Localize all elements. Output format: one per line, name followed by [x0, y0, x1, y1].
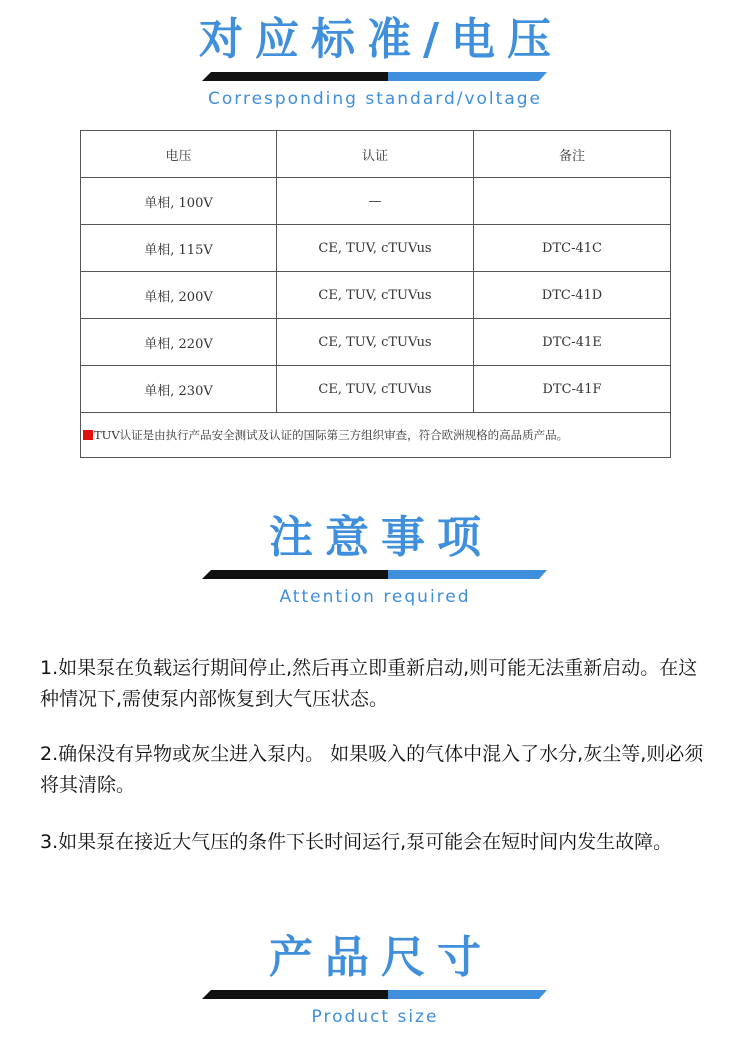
title-underline	[202, 72, 548, 81]
table-cell: —	[277, 178, 474, 225]
table-header-cell: 认证	[277, 131, 474, 178]
table-cell: 单相, 230V	[81, 366, 277, 413]
table-row	[81, 178, 671, 225]
table-row	[81, 225, 671, 272]
section-header-product-size	[0, 932, 750, 1027]
table-cell: DTC-41E	[474, 319, 671, 366]
voltage-standard-table	[80, 130, 671, 458]
section-title: 对应标准/电压	[198, 14, 564, 65]
section-subtitle: Corresponding standard/voltage	[208, 89, 542, 109]
table-row	[81, 272, 671, 319]
table-note-text: TUV认证是由执行产品安全测试及认证的国际第三方组织审查，符合欧洲规格的高品质产品。	[94, 428, 569, 442]
table-note-row	[81, 413, 671, 458]
red-square-marker-icon	[83, 430, 93, 440]
table-cell: DTC-41C	[474, 225, 671, 272]
table-cell: CE, TUV, cTUVus	[277, 319, 474, 366]
attention-notes	[40, 653, 712, 715]
table-cell: DTC-41F	[474, 366, 671, 413]
section-header-standard	[0, 14, 750, 109]
table-cell: 单相, 115V	[81, 225, 277, 272]
table-header-cell: 备注	[474, 131, 671, 178]
table-header-cell: 电压	[81, 131, 277, 178]
table-row	[81, 366, 671, 413]
table-header-row	[81, 131, 671, 178]
section-title: 产品尺寸	[269, 932, 493, 983]
section-subtitle: Product size	[311, 1007, 439, 1027]
table-cell: CE, TUV, cTUVus	[277, 366, 474, 413]
table-cell: DTC-41D	[474, 272, 671, 319]
table-cell	[474, 178, 671, 225]
section-header-attention	[0, 512, 750, 607]
table-note-cell	[81, 413, 671, 458]
table-row	[81, 319, 671, 366]
attention-notes	[40, 739, 712, 801]
table-cell: 单相, 100V	[81, 178, 277, 225]
note-item: 1.如果泵在负载运行期间停止,然后再立即重新启动,则可能无法重新启动。在这种情况下,需使泵内部恢复到大气压状态。	[40, 657, 698, 710]
table-cell: 单相, 200V	[81, 272, 277, 319]
note-item: 3.如果泵在接近大气压的条件下长时间运行,泵可能会在短时间内发生故障。	[40, 831, 673, 853]
title-underline	[202, 990, 548, 999]
title-underline	[202, 570, 548, 579]
table-cell: CE, TUV, cTUVus	[277, 272, 474, 319]
attention-notes	[40, 827, 712, 858]
note-item: 2.确保没有异物或灰尘进入泵内。 如果吸入的气体中混入了水分,灰尘等,则必须将其清除。	[40, 743, 704, 796]
table-cell: CE, TUV, cTUVus	[277, 225, 474, 272]
table-cell: 单相, 220V	[81, 319, 277, 366]
section-title: 注意事项	[269, 512, 493, 563]
section-subtitle: Attention required	[279, 587, 471, 607]
